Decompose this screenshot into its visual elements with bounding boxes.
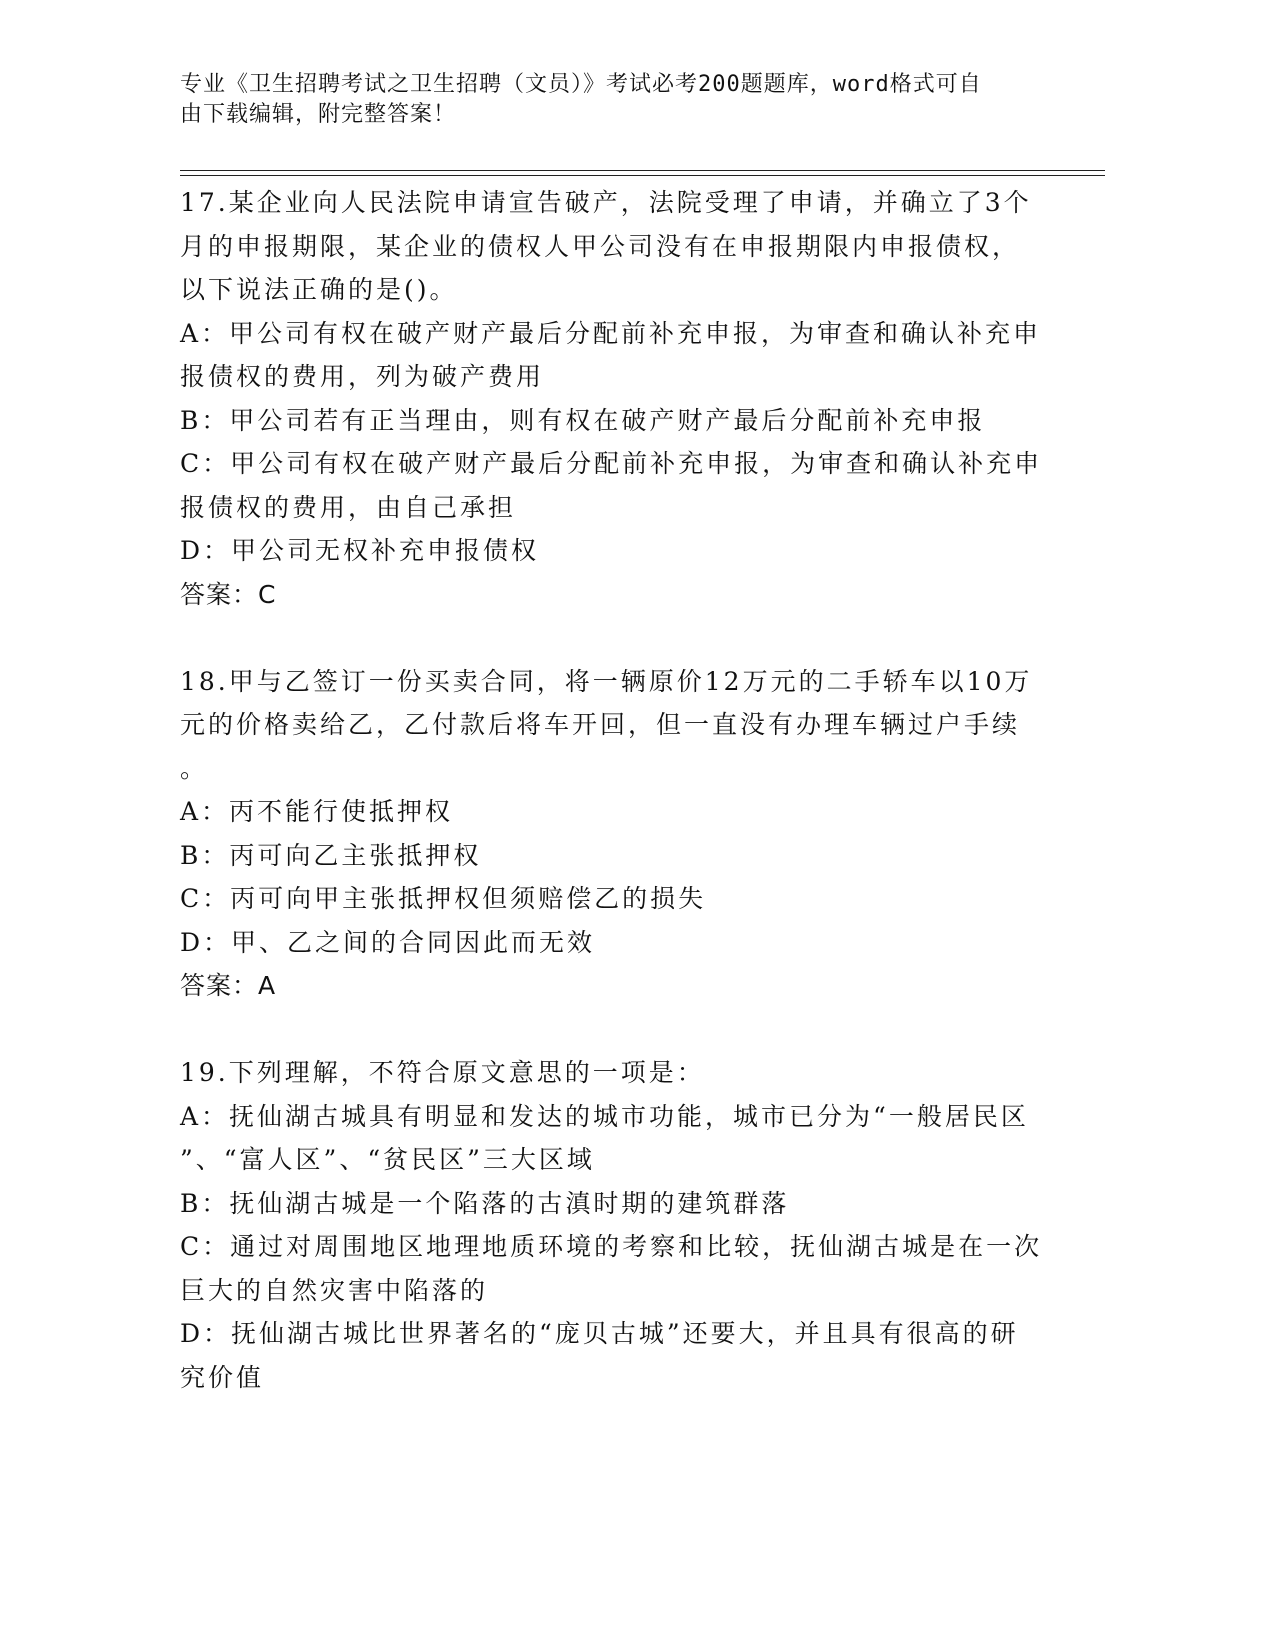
question-19 bbox=[180, 1051, 1060, 1399]
header-divider-top bbox=[180, 170, 1105, 171]
option-a-line: A：甲公司有权在破产财产最后分配前补充申报，为审查和确认补充申 bbox=[180, 318, 1042, 348]
question-stem-line: 18.甲与乙签订一份买卖合同，将一辆原价12万元的二手轿车以10万 bbox=[180, 666, 1033, 696]
option-c-line: C：甲公司有权在破产财产最后分配前补充申报，为审查和确认补充申 bbox=[180, 449, 1043, 478]
document-header bbox=[180, 70, 1040, 130]
question-stem-line: 月的申报期限，某企业的债权人甲公司没有在申报期限内申报债权， bbox=[180, 231, 1021, 261]
option-c-line: 报债权的费用，由自己承担 bbox=[180, 492, 517, 522]
header-line-2: 由下载编辑，附完整答案！ bbox=[180, 102, 457, 127]
question-stem-line: 元的价格卖给乙，乙付款后将车开回，但一直没有办理车辆过户手续 bbox=[180, 710, 1021, 739]
header-line-1: 专业《卫生招聘考试之卫生招聘（文员）》考试必考200题题库，word格式可自 bbox=[180, 72, 982, 97]
question-spacer bbox=[180, 616, 1060, 660]
question-stem-line: 。 bbox=[180, 753, 209, 783]
answer-label: 答案：A bbox=[180, 971, 277, 1000]
option-d-line: D：甲、乙之间的合同因此而无效 bbox=[180, 927, 596, 957]
option-d-line: 究价值 bbox=[180, 1362, 265, 1392]
option-b-line: B：丙可向乙主张抵押权 bbox=[180, 840, 482, 870]
option-c-line: C：丙可向甲主张抵押权但须赔偿乙的损失 bbox=[180, 884, 707, 913]
questions-body bbox=[180, 181, 1060, 1399]
answer-label: 答案：C bbox=[180, 579, 277, 609]
option-a-line: A：抚仙湖古城具有明显和发达的城市功能，城市已分为“一般居民区 bbox=[180, 1101, 1029, 1131]
header-divider-bottom bbox=[180, 175, 1105, 176]
question-stem-line: 19.下列理解，不符合原文意思的一项是： bbox=[180, 1058, 705, 1087]
option-c-line: C：通过对周围地区地理地质环境的考察和比较，抚仙湖古城是在一次 bbox=[180, 1232, 1043, 1261]
question-stem-line: 以下说法正确的是()。 bbox=[180, 275, 458, 304]
option-d-line: D：甲公司无权补充申报债权 bbox=[180, 536, 540, 565]
question-spacer bbox=[180, 1008, 1060, 1052]
option-b-line: B：抚仙湖古城是一个陷落的古滇时期的建筑群落 bbox=[180, 1188, 790, 1218]
question-stem-line: 17.某企业向人民法院申请宣告破产，法院受理了申请，并确立了3个 bbox=[180, 188, 1032, 217]
option-b-line: B：甲公司若有正当理由，则有权在破产财产最后分配前补充申报 bbox=[180, 405, 986, 435]
option-a-line: ”、“富人区”、“贫民区”三大区域 bbox=[180, 1145, 595, 1174]
option-a-line: A：丙不能行使抵押权 bbox=[180, 797, 454, 826]
question-18 bbox=[180, 660, 1060, 1008]
option-a-line: 报债权的费用，列为破产费用 bbox=[180, 362, 545, 391]
question-17 bbox=[180, 181, 1060, 616]
option-d-line: D：抚仙湖古城比世界著名的“庞贝古城”还要大，并且具有很高的研 bbox=[180, 1319, 1019, 1348]
option-c-line: 巨大的自然灾害中陷落的 bbox=[180, 1275, 489, 1305]
